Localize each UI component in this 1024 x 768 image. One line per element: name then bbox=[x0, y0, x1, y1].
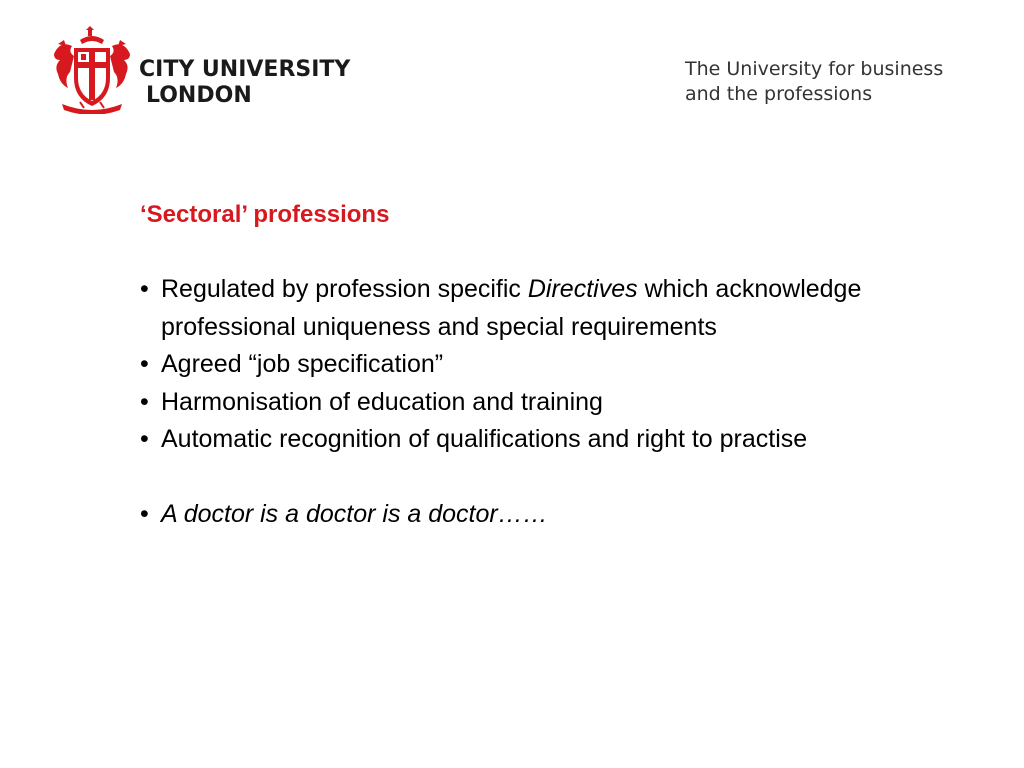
bullet-emphasis: Directives bbox=[527, 275, 638, 303]
slide-title: ‘Sectoral’ professions bbox=[140, 201, 390, 228]
bullet-mark: • bbox=[140, 275, 149, 303]
closing-bullet bbox=[140, 496, 900, 534]
bullet-item bbox=[140, 421, 900, 459]
bullet-item bbox=[140, 271, 900, 346]
bullet-text bbox=[161, 271, 900, 346]
university-logo-text bbox=[139, 57, 350, 109]
bullet-item bbox=[140, 346, 900, 384]
slide-content bbox=[140, 196, 900, 534]
bullet-mark: • bbox=[140, 387, 149, 416]
spacer bbox=[140, 234, 900, 272]
bullet-text: Agreed “job specification” bbox=[161, 350, 444, 378]
bullet-text-part: which acknowledge professional uniqueness and special requirements bbox=[161, 275, 862, 341]
bullet-mark: • bbox=[140, 350, 149, 378]
logo-line2: LONDON bbox=[146, 83, 252, 108]
tagline bbox=[685, 57, 943, 107]
spacer bbox=[140, 459, 900, 497]
bullet-mark: • bbox=[140, 500, 149, 528]
tagline-line2: and the professions bbox=[685, 83, 873, 105]
city-university-crest-icon bbox=[50, 26, 134, 114]
bullet-text: Harmonisation of education and training bbox=[161, 387, 603, 416]
logo-line1: CITY UNIVERSITY bbox=[139, 57, 351, 82]
bullet-text-part: Regulated by profession specific bbox=[161, 275, 528, 303]
bullet-item bbox=[140, 384, 900, 422]
bullet-mark: • bbox=[140, 425, 149, 453]
bullet-text: Automatic recognition of qualifications and right to practise bbox=[161, 425, 808, 453]
closing-text: A doctor is a doctor is a doctor…… bbox=[161, 500, 548, 528]
tagline-line1: The University for business bbox=[685, 58, 944, 80]
